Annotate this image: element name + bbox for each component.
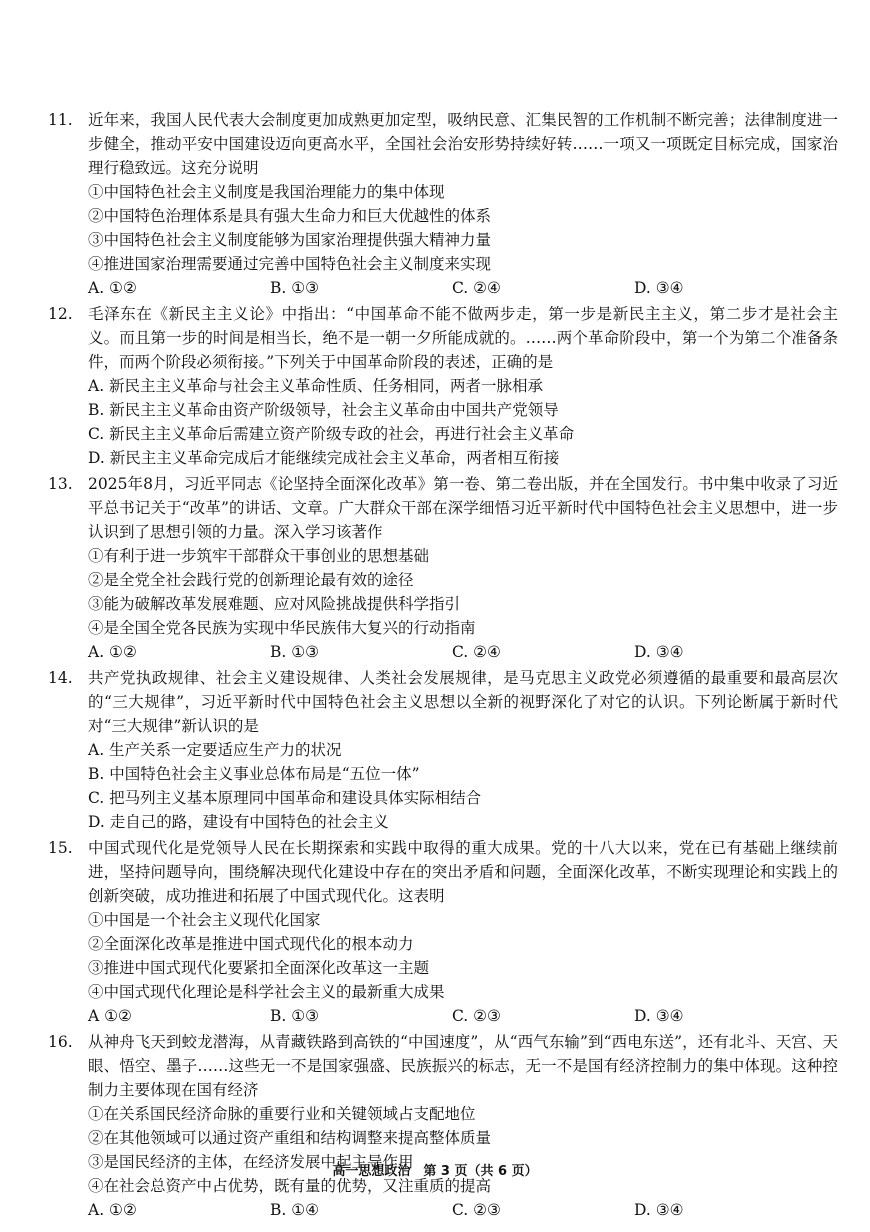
question-item: ④是全国全党各民族为实现中华民族伟大复兴的行动指南 <box>88 619 476 637</box>
answer-option: B. ①③ <box>270 1007 320 1025</box>
question-number: 12. <box>48 305 73 323</box>
question-item: ①有利于进一步筑牢干部群众干事创业的思想基础 <box>88 547 430 565</box>
question-stem: 毛泽东在《新民主主义论》中指出：“中国革命不能不做两步走，第一步是新民主主义，第二步才是社会主义。而且第一步的时间是相当长，绝不是一朝一夕所能成就的。……两个革命阶段中，第一个为第二个准备条件，而两个阶段必须衔接。”下列关于中国革命阶段的表述，正确的是 <box>88 305 838 371</box>
question-stem: 中国式现代化是党领导人民在长期探索和实践中取得的重大成果。党的十八大以来，党在已有基础上继续前进，坚持问题导向，围绕解决现代化建设中存在的突出矛盾和问题，全面深化改革，不断实现理论和实践上的创新突破，成功推进和拓展了中国式现代化。这表明 <box>88 839 838 905</box>
answer-options <box>48 1004 838 1028</box>
question-item: ②是全党全社会践行党的创新理论最有效的途径 <box>88 571 414 589</box>
question-number: 14. <box>48 669 73 687</box>
question-14 <box>48 666 838 834</box>
answer-option: C. ②④ <box>452 279 501 297</box>
question-item: D. 走自己的路，建设有中国特色的社会主义 <box>88 813 389 831</box>
question-stem-row <box>48 1030 838 1102</box>
question-stem: 近年来，我国人民代表大会制度更加成熟更加定型，吸纳民意、汇集民智的工作机制不断完善；法律制度进一步健全，推动平安中国建设迈向更高水平，全国社会治安形势持续好转……一项又一项既定目标完成，国家治理行稳致远。这充分说明 <box>88 111 838 177</box>
question-15 <box>48 836 838 1028</box>
answer-option: B. ①③ <box>270 279 320 297</box>
answer-option: B. ①④ <box>270 1201 320 1219</box>
question-item: ③能为破解改革发展难题、应对风险挑战提供科学指引 <box>88 595 461 613</box>
question-stem: 从神舟飞天到蛟龙潜海，从青藏铁路到高铁的“中国速度”，从“西气东输”到“西电东送”，还有北斗、天宫、天眼、悟空、墨子……这些无一不是国家强盛、民族振兴的标志，无一不是国有经济控制力的集中体现。这种控制力主要体现在国有经济 <box>88 1033 838 1099</box>
answer-option: A. ①② <box>88 1201 137 1219</box>
question-item: ④在社会总资产中占优势，既有量的优势，又注重质的提高 <box>88 1177 492 1195</box>
question-item: B. 新民主主义革命由资产阶级领导，社会主义革命由中国共产党领导 <box>88 401 559 419</box>
question-16 <box>48 1030 838 1222</box>
answer-option: A. ①② <box>88 279 137 297</box>
question-item: ②全面深化改革是推进中国式现代化的根本动力 <box>88 935 414 953</box>
question-stem: 2025年8月，习近平同志《论坚持全面深化改革》第一卷、第二卷出版，并在全国发行。书中集中收录了习近平总书记关于“改革”的讲话、文章。广大群众干部在深学细悟习近平新时代中国特色社会主义思想中，进一步认识到了思想引领的力量。深入学习该著作 <box>88 475 838 541</box>
question-item: ③中国特色社会主义制度能够为国家治理提供强大精神力量 <box>88 231 492 249</box>
question-stem-row <box>48 108 838 180</box>
question-stem-row <box>48 666 838 738</box>
answer-options <box>48 1198 838 1222</box>
answer-option: B. ①③ <box>270 643 320 661</box>
answer-option: D. ③④ <box>634 643 684 661</box>
question-item: C. 新民主主义革命后需建立资产阶级专政的社会，再进行社会主义革命 <box>88 425 575 443</box>
question-13 <box>48 472 838 664</box>
question-number: 13. <box>48 475 73 493</box>
question-item: ①在关系国民经济命脉的重要行业和关键领域占支配地位 <box>88 1105 476 1123</box>
question-item: B. 中国特色社会主义事业总体布局是“五位一体” <box>88 765 420 783</box>
answer-option: C. ②③ <box>452 1007 501 1025</box>
answer-option: C. ②③ <box>452 1201 501 1219</box>
question-item: ①中国是一个社会主义现代化国家 <box>88 911 321 929</box>
question-item: ②中国特色治理体系是具有强大生命力和巨大优越性的体系 <box>88 207 492 225</box>
page-footer: 高一思想政治 第 3 页（共 6 页） <box>332 1164 538 1179</box>
answer-option: A ①② <box>88 1007 132 1025</box>
answer-option: A. ①② <box>88 643 137 661</box>
question-number: 16. <box>48 1033 73 1051</box>
question-item: ①中国特色社会主义制度是我国治理能力的集中体现 <box>88 183 445 201</box>
question-item: ③推进中国式现代化要紧扣全面深化改革这一主题 <box>88 959 430 977</box>
question-item: ④推进国家治理需要通过完善中国特色社会主义制度来实现 <box>88 255 492 273</box>
question-number: 11. <box>48 111 73 129</box>
question-list <box>48 108 838 1224</box>
question-item: ④中国式现代化理论是科学社会主义的最新重大成果 <box>88 983 445 1001</box>
answer-options <box>48 640 838 664</box>
question-stem-row <box>48 836 838 908</box>
answer-option: D. ③④ <box>634 1201 684 1219</box>
answer-option: D. ③④ <box>634 279 684 297</box>
question-number: 15. <box>48 839 73 857</box>
question-12 <box>48 302 838 470</box>
question-item: D. 新民主主义革命完成后才能继续完成社会主义革命，两者相互衔接 <box>88 449 560 467</box>
question-stem-row <box>48 302 838 374</box>
question-item: ②在其他领域可以通过资产重组和结构调整来提高整体质量 <box>88 1129 492 1147</box>
answer-options <box>48 276 838 300</box>
answer-option: C. ②④ <box>452 643 501 661</box>
answer-option: D. ③④ <box>634 1007 684 1025</box>
question-stem: 共产党执政规律、社会主义建设规律、人类社会发展规律，是马克思主义政党必须遵循的最重要和最高层次的“三大规律”，习近平新时代中国特色社会主义思想以全新的视野深化了对它的认识。下列论断属于新时代对“三大规律”新认识的是 <box>88 669 838 735</box>
question-stem-row <box>48 472 838 544</box>
question-item: C. 把马列主义基本原理同中国革命和建设具体实际相结合 <box>88 789 482 807</box>
question-item: A. 新民主主义革命与社会主义革命性质、任务相同，两者一脉相承 <box>88 377 544 395</box>
question-item: A. 生产关系一定要适应生产力的状况 <box>88 741 342 759</box>
question-item: ③是国民经济的主体，在经济发展中起主导作用 <box>88 1153 414 1171</box>
question-11 <box>48 108 838 300</box>
